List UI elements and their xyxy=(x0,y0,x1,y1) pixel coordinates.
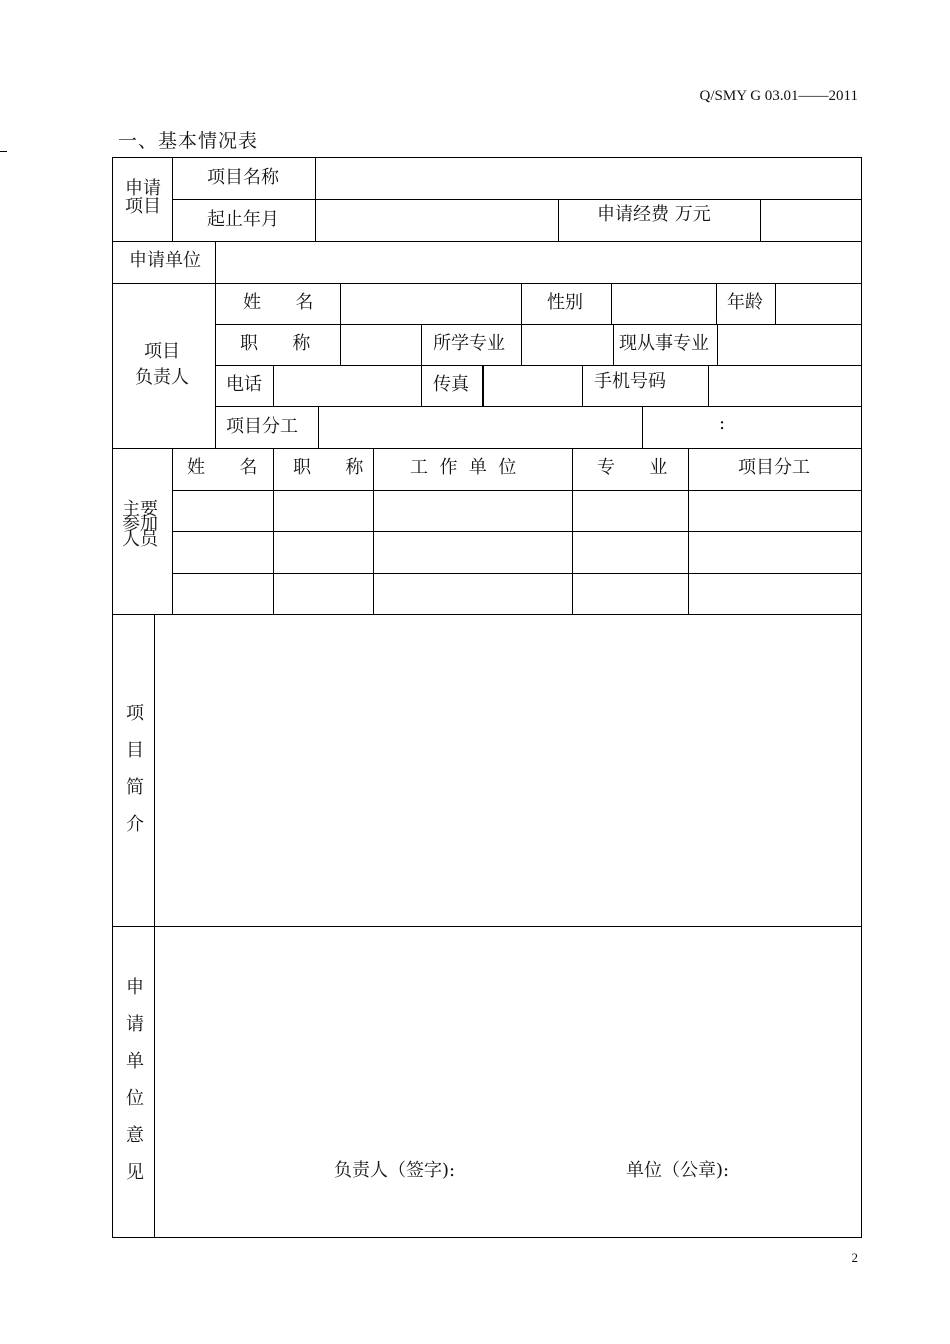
col-divider xyxy=(708,365,709,406)
col-divider xyxy=(172,448,173,614)
fax-field[interactable] xyxy=(485,367,579,404)
col-divider xyxy=(154,614,155,1238)
leader-group-label: 项目 负责人 xyxy=(135,341,189,388)
col-divider xyxy=(642,406,643,448)
section-title: 一、基本情况表 xyxy=(118,130,259,152)
applicant-unit-label: 申请单位 xyxy=(129,250,201,271)
col-divider xyxy=(482,365,484,406)
row-divider xyxy=(215,365,862,366)
row-divider xyxy=(113,448,862,449)
phone-label: 电话 xyxy=(226,374,262,395)
col-divider xyxy=(582,365,583,406)
age-field[interactable] xyxy=(778,285,858,322)
project-period-field[interactable] xyxy=(317,201,555,239)
row-divider xyxy=(172,199,862,200)
leader-title-label: 职 称 xyxy=(240,333,311,354)
major-label: 所学专业 xyxy=(433,333,505,354)
col-divider xyxy=(613,324,614,365)
col-divider xyxy=(716,283,717,324)
participants-group-label: 主要 参加 人员 xyxy=(122,499,158,550)
col-divider xyxy=(717,324,718,365)
project-group-label: 申请 项目 xyxy=(125,178,161,217)
colon-mark: : xyxy=(719,413,726,434)
col-divider xyxy=(172,158,173,241)
col-divider xyxy=(572,448,573,614)
row-divider xyxy=(113,926,862,927)
current-major-field[interactable] xyxy=(720,326,858,363)
participant-header-major: 专 业 xyxy=(597,457,668,478)
division-label: 项目分工 xyxy=(226,416,298,437)
page-number: 2 xyxy=(851,1250,858,1265)
gender-label: 性别 xyxy=(547,292,583,313)
col-divider xyxy=(611,283,612,324)
intro-label: 项 目 简 介 xyxy=(126,703,144,835)
col-divider xyxy=(688,448,689,614)
col-divider xyxy=(273,448,274,614)
opinion-field[interactable] xyxy=(158,930,858,1230)
fax-label: 传真 xyxy=(433,374,469,395)
major-field[interactable] xyxy=(524,326,610,363)
seal-label: 单位（公章): xyxy=(626,1160,730,1181)
age-label: 年龄 xyxy=(727,292,763,313)
row-divider xyxy=(113,241,862,242)
leader-title-field[interactable] xyxy=(343,326,418,363)
col-divider xyxy=(340,283,341,365)
document-code: Q/SMY G 03.01——2011 xyxy=(699,88,858,104)
signature-label: 负责人（签字): xyxy=(334,1160,456,1181)
phone-field[interactable] xyxy=(276,367,418,404)
funding-label: 申请经费 万元 xyxy=(597,204,711,225)
division-extra-field[interactable] xyxy=(645,408,858,446)
col-divider xyxy=(521,324,522,365)
col-divider xyxy=(273,365,274,406)
division-field[interactable] xyxy=(321,408,639,446)
applicant-unit-field[interactable] xyxy=(218,243,858,281)
project-name-field[interactable] xyxy=(317,159,857,197)
col-divider xyxy=(421,324,422,406)
participant-header-division: 项目分工 xyxy=(738,457,810,478)
margin-mark xyxy=(0,151,7,152)
basic-info-form-table xyxy=(112,157,862,1238)
col-divider xyxy=(315,158,316,241)
row-divider xyxy=(172,573,862,574)
row-divider xyxy=(215,406,862,407)
current-major-label: 现从事专业 xyxy=(619,333,709,354)
col-divider xyxy=(215,241,216,283)
project-name-label: 项目名称 xyxy=(207,167,279,188)
mobile-field[interactable] xyxy=(711,367,858,404)
row-divider xyxy=(172,531,862,532)
intro-field[interactable] xyxy=(158,618,858,922)
leader-name-label: 姓 名 xyxy=(243,292,314,313)
gender-field[interactable] xyxy=(614,285,713,322)
col-divider xyxy=(215,283,216,448)
row-divider xyxy=(215,324,862,325)
col-divider xyxy=(760,199,761,241)
mobile-label: 手机号码 xyxy=(594,371,666,392)
participant-header-name: 姓 名 xyxy=(187,457,258,478)
col-divider xyxy=(373,448,374,614)
opinion-label: 申 请 单 位 意 见 xyxy=(126,977,144,1183)
participant-header-title: 职 称 xyxy=(293,457,364,478)
row-divider xyxy=(113,614,862,615)
funding-field[interactable] xyxy=(763,201,859,239)
row-divider xyxy=(172,490,862,491)
project-period-label: 起止年月 xyxy=(207,209,279,230)
row-divider xyxy=(113,283,862,284)
participant-header-unit: 工 作 单 位 xyxy=(410,457,517,478)
col-divider xyxy=(775,283,776,324)
col-divider xyxy=(558,199,559,241)
col-divider xyxy=(318,406,319,448)
